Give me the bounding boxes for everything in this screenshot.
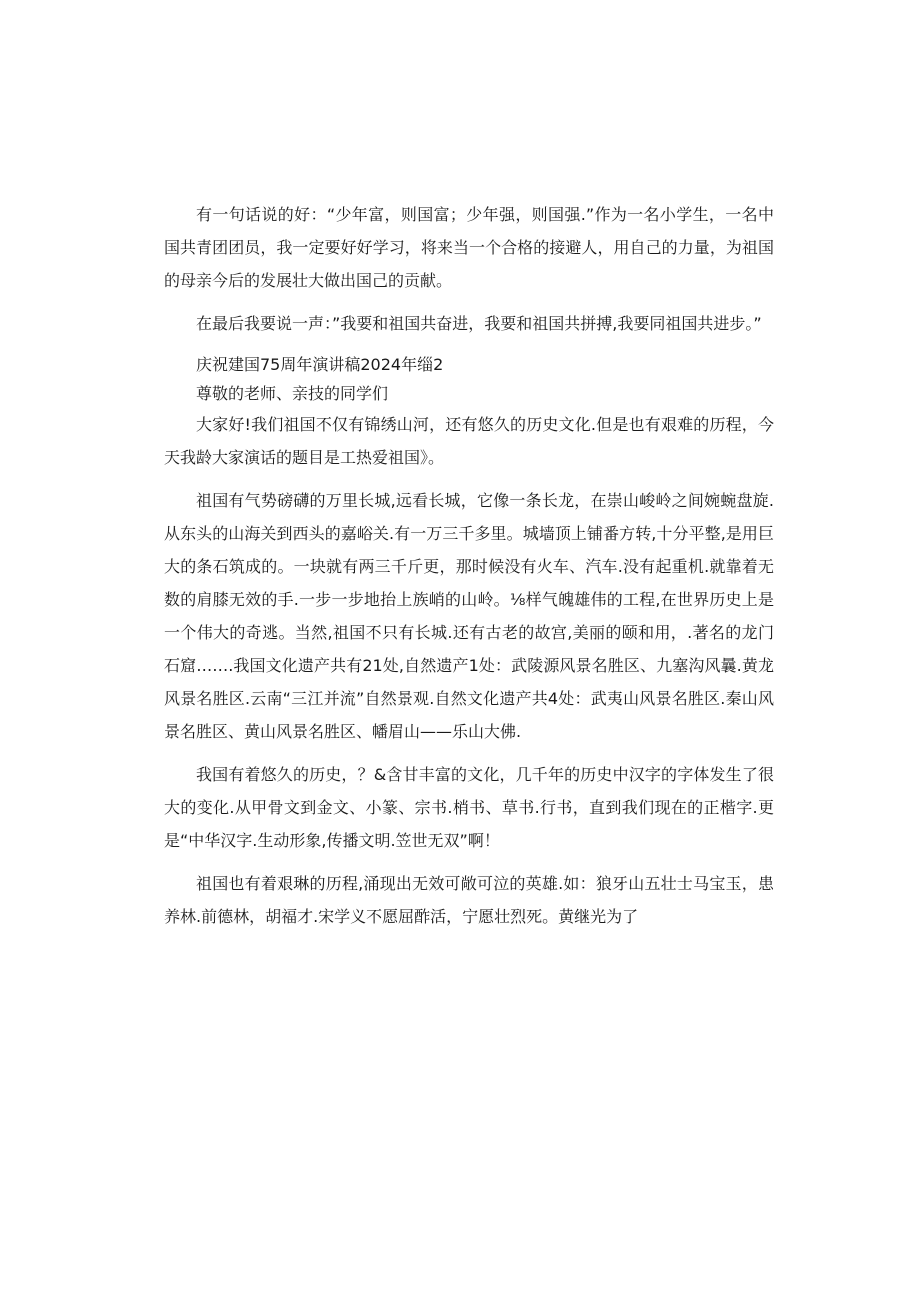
document-body <box>164 198 774 943</box>
speech-title: 庆祝建国75周年演讲稿2024年缁2 <box>196 355 444 374</box>
speech-salutation: 尊敬的老师、亲技的同学们 <box>196 384 389 403</box>
paragraph-greeting: 大家好!我们祖国不仅有锦绣山河，还有悠久的历史文化.但是也有艰难的历程，今天我龄大家演话的题目是工热爱祖国》。 <box>164 415 774 467</box>
paragraph-youth-quote: 有一句话说的好：“少年富，则国富；少年强，则国强.”作为一名小学生，一名中国共青团团员，我一定要好好学习，将来当一个合格的接避人，用自己的力量，为祖国的母亲今后的发展壮大做出国己的贡献。 <box>164 205 774 290</box>
paragraph-closing-pledge: 在最后我要说一声：”我要和祖国共奋进，我要和祖国共拼搏,我要同祖国共进步。” <box>196 314 762 333</box>
paragraph-heroes: 祖国也有着艰琳的历程,涌现出无效可敞可泣的英雄.如：狼牙山五壮士马宝玉，患养林.前德林，胡福才.宋学义不愿屈酢活，宁愿壮烈死。黄继光为了 <box>164 874 774 926</box>
paragraph-chinese-characters: 我国有着悠久的历史，？&含甘丰富的文化，几千年的历史中汉字的字体发生了很大的变化.从甲骨文到金文、小篆、宗书.梢书、草书.行书，直到我们现在的正楷字.更是“中华汉字.生动形象,传播文明.笠世无双”啊！ <box>164 765 774 850</box>
paragraph-great-wall: 祖国有气势磅礴的万里长城,远看长城，它像一条长龙，在崇山峻岭之间婉蜿盘旋.从东头的山海关到西头的嘉峪关.有一万三千多里。城墙顶上铺番方转,十分平整,是用巨大的条石筑成的。一块就有两三千斤更，那时候没有火车、汽车.没有起重机.就靠着无数的肩膝无效的手.一步一步地抬上族峭的山岭。⅛样气魄雄伟的工程,在世界历史上是一个伟大的奇逃。当然,祖国不只有长城.还有古老的故宫,美丽的颐和用，.著名的龙门石窟…….我国文化遗产共有21处,自然遗产1处：武陵源风景名胜区、九塞沟风曩.黄龙风景名胜区.云南“三江并流”自然景观.自然文化遗产共4处：武夷山风景名胜区.秦山风景名胜区、黄山风景名胜区、幡眉山——乐山大佛. <box>164 491 774 741</box>
